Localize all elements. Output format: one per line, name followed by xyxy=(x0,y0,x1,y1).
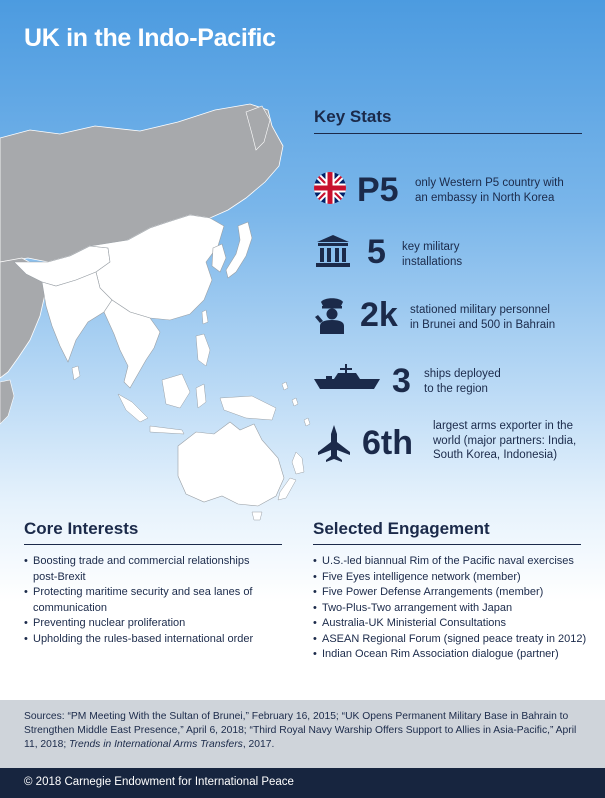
list-item: • Two-Plus-Two arrangement with Japan xyxy=(313,601,598,617)
borneo-island xyxy=(162,374,190,408)
australia-landmass xyxy=(178,422,284,506)
list-item: • Preventing nuclear proliferation xyxy=(24,616,294,632)
key-stats-divider xyxy=(314,133,582,134)
warship-icon xyxy=(312,362,382,392)
stat-desc-5: key military installations xyxy=(402,241,463,268)
sulawesi-island xyxy=(196,384,206,408)
list-item: • Protecting maritime security and sea lanes of communication xyxy=(24,585,294,616)
sumatra-island xyxy=(118,394,148,422)
page-title: UK in the Indo-Pacific xyxy=(24,24,276,52)
list-item: • ASEAN Regional Forum (signed peace treaty in 2012) xyxy=(313,632,598,648)
stat-value-5: 5 xyxy=(367,233,386,271)
selected-engagement-divider xyxy=(313,544,581,545)
list-item: • Indian Ocean Rim Association dialogue (partner) xyxy=(313,647,598,663)
sources-text: Sources: “PM Meeting With the Sultan of Brunei,” February 16, 2015; “UK Opens Permanent Military Base in Bahrain to Strengthen Middle East Presence,” April 6, 2018; “Third Royal Navy Warship Offers Support to Allies in Asia-Pacific,” April 11, 2018; Trends in International Arms Transfers, 2017. xyxy=(24,711,577,750)
sources-italic-title: Trends in International Arms Transfers xyxy=(69,739,243,750)
stat-value-6th: 6th xyxy=(362,424,413,462)
japan-islands xyxy=(226,222,252,278)
stat-desc-3: ships deployed to the region xyxy=(424,368,501,395)
java-island xyxy=(150,426,184,434)
footer-bar xyxy=(0,768,605,798)
taiwan-island xyxy=(202,310,208,324)
core-interests-heading: Core Interests xyxy=(24,519,139,538)
list-item: • Five Eyes intelligence network (member) xyxy=(313,570,598,586)
list-item: • Five Power Defense Arrangements (member) xyxy=(313,585,598,601)
list-item: • Australia-UK Ministerial Consultations xyxy=(313,616,598,632)
pacific-islands xyxy=(282,382,310,426)
africa-landmass xyxy=(0,380,14,424)
key-stats-heading: Key Stats xyxy=(314,107,392,126)
stat-value-2k: 2k xyxy=(360,296,398,334)
stat-value-3: 3 xyxy=(392,362,411,400)
selected-engagement-heading: Selected Engagement xyxy=(313,519,490,538)
list-item: • Boosting trade and commercial relationships post-Brexit xyxy=(24,554,294,585)
fighter-jet-icon xyxy=(316,424,352,462)
new-zealand-north-island xyxy=(292,452,304,474)
stat-desc-p5: only Western P5 country with an embassy in North Korea xyxy=(415,177,564,204)
core-interests-list xyxy=(24,554,294,647)
list-item: • U.S.-led biannual Rim of the Pacific naval exercises xyxy=(313,554,598,570)
sri-lanka-island xyxy=(72,366,80,380)
stat-value-p5: P5 xyxy=(357,171,399,209)
copyright-text: © 2018 Carnegie Endowment for International Peace xyxy=(24,776,294,788)
list-item: • Upholding the rules-based international order xyxy=(24,632,294,648)
military-personnel-icon xyxy=(314,296,350,334)
tasmania-island xyxy=(252,512,262,520)
uk-flag-icon xyxy=(313,171,347,205)
stat-desc-2k: stationed military personnel in Brunei and 500 in Bahrain xyxy=(410,304,556,331)
building-icon xyxy=(313,234,353,268)
core-interests-divider xyxy=(24,544,282,545)
new-guinea-island xyxy=(220,396,276,420)
stat-desc-6th: largest arms exporter in the world (major partners: India, South Korea, Indonesia) xyxy=(433,420,577,461)
philippines-islands xyxy=(196,334,210,366)
korea-peninsula xyxy=(212,244,226,272)
sources-panel xyxy=(0,700,605,768)
selected-engagement-list xyxy=(313,554,598,663)
